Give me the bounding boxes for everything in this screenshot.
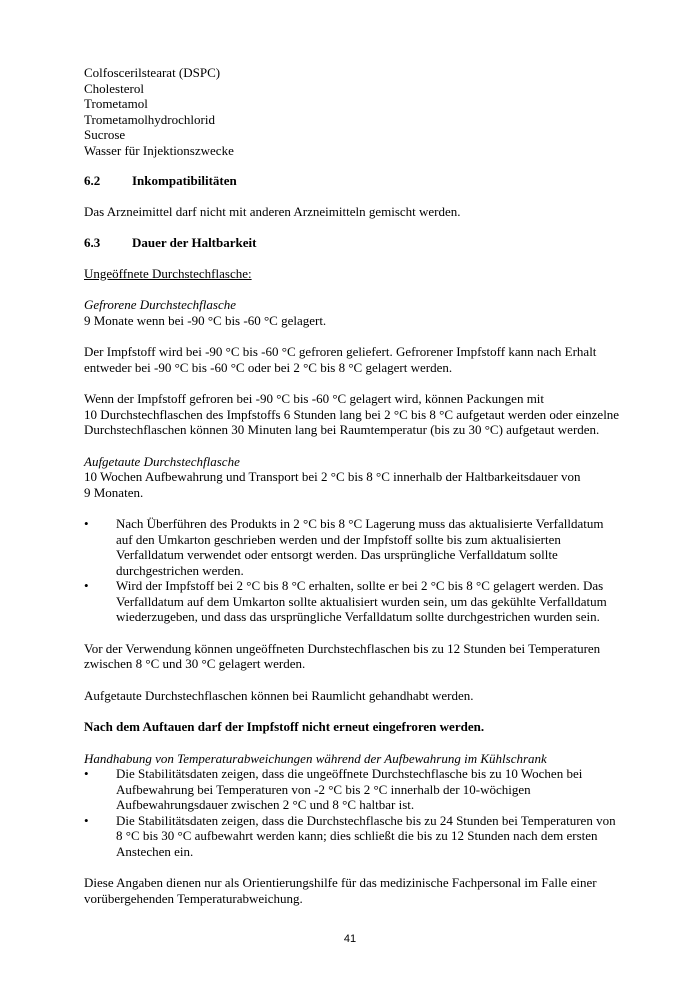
list-item-line: Die Stabilitätsdaten zeigen, dass die Durchstechflasche bis zu 24 Stunden bei Temperaturen von xyxy=(116,812,616,828)
list-item-line: Anstechen ein. xyxy=(116,843,194,859)
ingredient-item: Sucrose xyxy=(84,127,126,142)
ingredient-item: Wasser für Injektionszwecke xyxy=(84,142,234,158)
list-item xyxy=(84,578,624,625)
paragraph xyxy=(84,641,624,672)
thawed-vial-title: Aufgetaute Durchstechflasche xyxy=(84,453,240,469)
list-item xyxy=(84,813,624,860)
section-title: Inkompatibilitäten xyxy=(132,173,237,188)
section-title: Dauer der Haltbarkeit xyxy=(132,234,257,250)
paragraph-line: Vor der Verwendung können ungeöffneten Durchstechflaschen bis zu 12 Stunden bei Temperaturen xyxy=(84,640,601,656)
list-item-line: Die Stabilitätsdaten zeigen, dass die ungeöffnete Durchstechflasche bis zu 10 Wochen bei xyxy=(116,766,583,781)
list-item xyxy=(84,516,624,578)
paragraph xyxy=(84,344,624,375)
section-number: 6.2 xyxy=(84,173,101,188)
paragraph-line: 9 Monaten. xyxy=(84,484,144,500)
list-item-line: 8 °C bis 30 °C aufbewahrt werden kann; dies schließt die bis zu 12 Stunden nach dem ersten xyxy=(116,828,598,843)
ingredient-item: Cholesterol xyxy=(84,80,144,96)
paragraph-line: Wenn der Impfstoff gefroren bei -90 °C bis -60 °C gelagert wird, können Packungen mit xyxy=(84,391,545,406)
frozen-vial-title: Gefrorene Durchstechflasche xyxy=(84,297,236,312)
list-item-line: Nach Überführen des Produkts in 2 °C bis 8 °C Lagerung muss das aktualisierte Verfalldatum xyxy=(116,516,604,531)
bullet-icon: • xyxy=(84,812,89,828)
ingredient-item: Trometamol xyxy=(84,96,148,111)
paragraph-line: entweder bei -90 °C bis -60 °C oder bei 2 °C bis 8 °C gelagert werden. xyxy=(84,359,453,375)
page-number: 41 xyxy=(343,933,357,945)
paragraph-line: Aufgetaute Durchstechflaschen können bei Raumlicht gehandhabt werden. xyxy=(84,687,474,703)
list-item-line: Verfalldatum auf dem Umkarton sollte aktualisiert wurden sein, um das gekühlte Verfalldatum xyxy=(116,593,607,609)
temperature-excursion-title: Handhabung von Temperaturabweichungen während der Aufbewahrung im Kühlschrank xyxy=(84,750,547,766)
list-item-line: wiederzugeben, und dass das ursprüngliche Verfalldatum sollte durchgestrichen wurden sein. xyxy=(116,609,600,624)
paragraph-line: Der Impfstoff wird bei -90 °C bis -60 °C gefroren geliefert. Gefrorener Impfstoff kann nach Erhalt xyxy=(84,344,597,359)
paragraph-line: Durchstechflaschen können 30 Minuten lang bei Raumtemperatur (bis zu 30 °C) aufgetaut werden. xyxy=(84,422,600,437)
bullet-icon: • xyxy=(84,578,89,593)
list-item-line: Wird der Impfstoff bei 2 °C bis 8 °C erhalten, sollte er bei 2 °C bis 8 °C gelagert werden. Das xyxy=(116,578,604,593)
section-heading-6-2 xyxy=(84,173,624,189)
incompatibility-text: Das Arzneimittel darf nicht mit anderen Arzneimitteln gemischt werden. xyxy=(84,204,461,219)
list-item-line: Aufbewahrung bei Temperaturen von -2 °C bis 2 °C innerhalb der 10-wöchigen xyxy=(116,781,531,797)
refreeze-warning: Nach dem Auftauen darf der Impfstoff nicht erneut eingefroren werden. xyxy=(84,719,485,734)
bullet-icon: • xyxy=(84,516,89,531)
unopened-vial-subheading: Ungeöffnete Durchstechflasche: xyxy=(84,265,252,281)
list-item-line: Aufbewahrungsdauer zwischen 2 °C und 8 °C haltbar ist. xyxy=(116,797,415,812)
section-number: 6.3 xyxy=(84,234,101,250)
list-item xyxy=(84,766,624,813)
ingredient-item: Colfoscerilstearat (DSPC) xyxy=(84,65,221,80)
ingredient-list xyxy=(84,65,624,158)
paragraph-line: 10 Durchstechflaschen des Impfstoffs 6 Stunden lang bei 2 °C bis 8 °C aufgetaut werden oder einzelne xyxy=(84,406,620,422)
ingredient-item: Trometamolhydrochlorid xyxy=(84,111,215,127)
paragraph-line: Diese Angaben dienen nur als Orientierungshilfe für das medizinische Fachpersonal im Falle einer xyxy=(84,875,597,890)
section-heading-6-3 xyxy=(84,235,624,251)
frozen-vial-text: 9 Monate wenn bei -90 °C bis -60 °C gelagert. xyxy=(84,312,327,328)
bullet-icon: • xyxy=(84,766,89,781)
list-item-line: durchgestrichen werden. xyxy=(116,562,244,578)
document-page xyxy=(84,65,624,906)
paragraph-line: zwischen 8 °C und 30 °C gelagert werden. xyxy=(84,656,306,671)
paragraph xyxy=(84,391,624,438)
list-item-line: auf den Umkarton geschrieben werden und der Impfstoff sollte bis zum aktualisierten xyxy=(116,531,561,547)
list-item-line: Verfalldatum verwendet oder entsorgt werden. Das ursprüngliche Verfalldatum sollte xyxy=(116,547,558,562)
paragraph-line: 10 Wochen Aufbewahrung und Transport bei 2 °C bis 8 °C innerhalb der Haltbarkeitsdauer von xyxy=(84,469,581,484)
paragraph-line: vorübergehenden Temperaturabweichung. xyxy=(84,890,303,906)
paragraph xyxy=(84,875,624,906)
